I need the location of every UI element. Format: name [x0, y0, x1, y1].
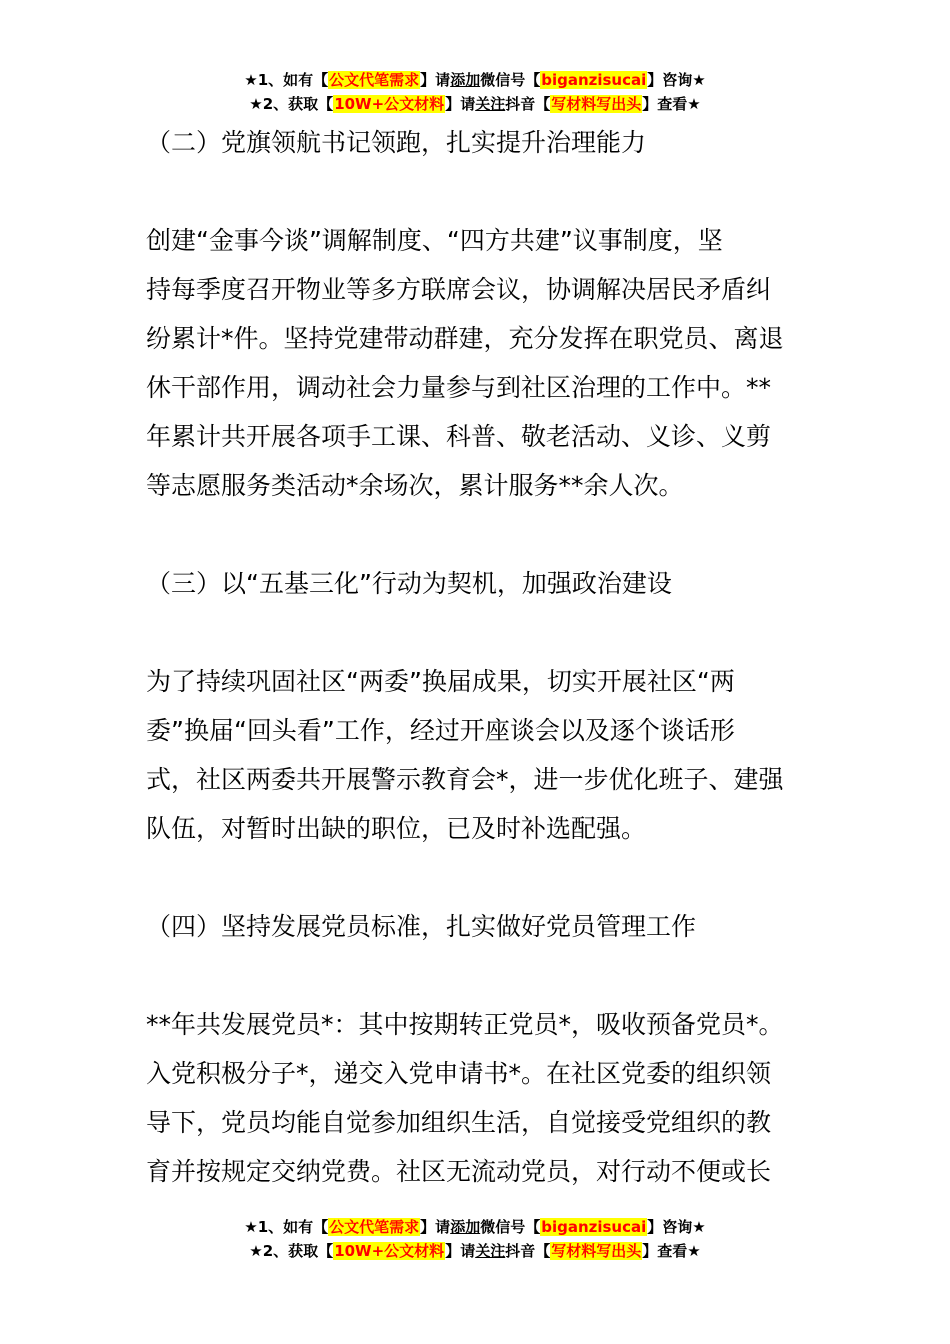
- banner-text: 】查看★: [642, 95, 701, 113]
- banner-underline: 添加: [450, 71, 481, 89]
- banner-highlight: 10W+公文材料: [334, 95, 445, 113]
- paragraph: [146, 216, 811, 510]
- paragraph-line: 委”换届“回头看”工作，经过开座谈会以及逐个谈话形: [146, 716, 735, 745]
- paragraph-line: 创建“金事今谈”调解制度、“四方共建”议事制度，坚: [146, 226, 723, 255]
- banner-text: 】咨询★: [647, 71, 706, 89]
- banner-highlight: biganzisucai: [541, 71, 647, 89]
- banner-highlight: 公文代笔需求: [329, 71, 420, 89]
- paragraph-line: 式，社区两委共开展警示教育会*，进一步优化班子、建强: [146, 765, 784, 794]
- paragraph-line: 持每季度召开物业等多方联席会议，协调解决居民矛盾纠: [146, 275, 772, 304]
- banner-line-1: [0, 68, 950, 92]
- paragraph-line: 年累计共开展各项手工课、科普、敬老活动、义诊、义剪: [146, 422, 772, 451]
- banner-text: 】请: [420, 1218, 451, 1236]
- banner-text: ★2、获取【: [249, 1242, 334, 1260]
- paragraph-line: 导下，党员均能自觉参加组织生活，自觉接受党组织的教: [146, 1108, 772, 1137]
- banner-line-1: [0, 1215, 950, 1239]
- paragraph-line: 为了持续巩固社区“两委”换届成果，切实开展社区“两: [146, 667, 735, 696]
- banner-highlight: 10W+公文材料: [334, 1242, 445, 1260]
- banner-text: 】请: [445, 1242, 476, 1260]
- section-heading: （二）党旗领航书记领跑，扎实提升治理能力: [146, 128, 647, 157]
- banner-highlight: biganzisucai: [541, 1218, 647, 1236]
- footer-banner: [0, 1215, 950, 1263]
- banner-line-2: [0, 1239, 950, 1263]
- banner-highlight: 写材料写出头: [551, 95, 642, 113]
- banner-highlight: 公文代笔需求: [329, 1218, 420, 1236]
- banner-text: ★2、获取【: [249, 95, 334, 113]
- paragraph-gap: [146, 167, 811, 216]
- banner-text: 微信号【: [480, 71, 541, 89]
- banner-underline: 关注: [475, 1242, 506, 1260]
- paragraph: [146, 1000, 811, 1196]
- paragraph-gap: [146, 608, 811, 657]
- banner-text: ★1、如有【: [244, 1218, 329, 1236]
- paragraph-line: 纷累计*件。坚持党建带动群建，充分发挥在职党员、离退: [146, 324, 784, 353]
- document-body: [146, 118, 811, 1196]
- paragraph-line: **年共发展党员*：其中按期转正党员*，吸收预备党员*。: [146, 1010, 784, 1039]
- banner-highlight: 写材料写出头: [551, 1242, 642, 1260]
- section-heading: （四）坚持发展党员标准，扎实做好党员管理工作: [146, 912, 697, 941]
- banner-underline: 关注: [475, 95, 506, 113]
- banner-line-2: [0, 92, 950, 116]
- banner-text: ★1、如有【: [244, 71, 329, 89]
- banner-text: 】咨询★: [647, 1218, 706, 1236]
- paragraph-line: 入党积极分子*，递交入党申请书*。在社区党委的组织领: [146, 1059, 772, 1088]
- banner-text: 抖音【: [505, 95, 551, 113]
- banner-text: 】查看★: [642, 1242, 701, 1260]
- paragraph-gap: [146, 510, 811, 559]
- paragraph: [146, 657, 811, 853]
- paragraph-gap: [146, 951, 811, 1000]
- paragraph-line: 休干部作用，调动社会力量参与到社区治理的工作中。**: [146, 373, 772, 402]
- banner-underline: 添加: [450, 1218, 481, 1236]
- paragraph-line: 育并按规定交纳党费。社区无流动党员，对行动不便或长: [146, 1157, 772, 1186]
- section-heading: （三）以“五基三化”行动为契机，加强政治建设: [146, 569, 672, 598]
- banner-text: 】请: [420, 71, 451, 89]
- paragraph-line: 队伍，对暂时出缺的职位，已及时补选配强。: [146, 814, 647, 843]
- paragraph-gap: [146, 853, 811, 902]
- banner-text: 抖音【: [505, 1242, 551, 1260]
- banner-text: 微信号【: [480, 1218, 541, 1236]
- paragraph-line: 等志愿服务类活动*余场次，累计服务**余人次。: [146, 471, 684, 500]
- header-banner: [0, 68, 950, 116]
- banner-text: 】请: [445, 95, 476, 113]
